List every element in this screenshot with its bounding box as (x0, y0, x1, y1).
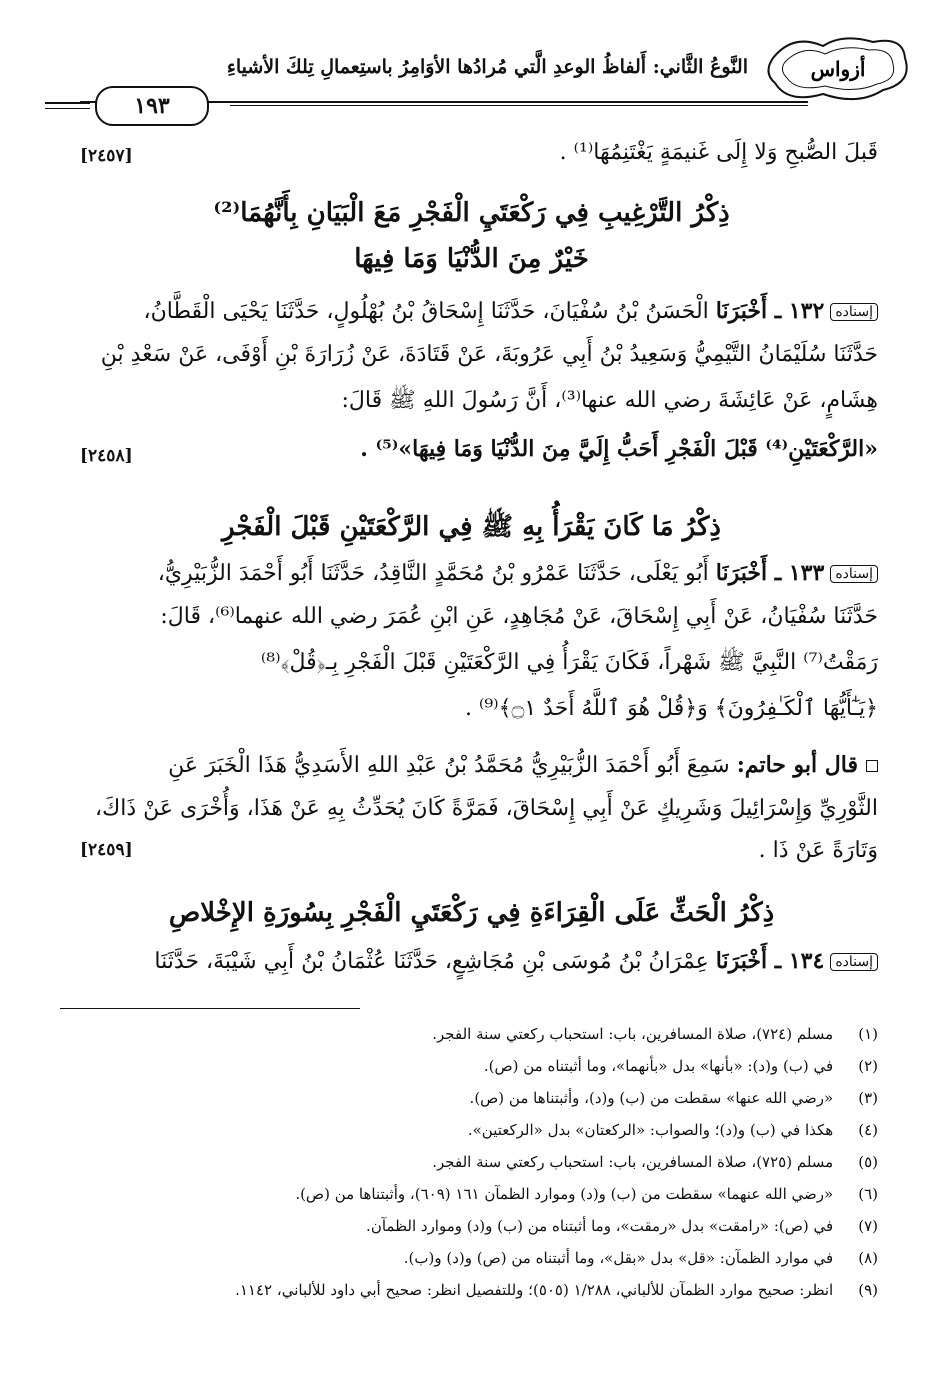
footnote-number: (٦) (858, 1185, 878, 1203)
note-text: سَمِعَ أَبُو أَحْمَدَ الزُّبَيْرِيُّ مُحَمَّدُ بْنُ عَبْدِ اللهِ الأَسَدِيُّ هَذَا الْخَبَرَ عَنِ (168, 753, 730, 778)
page-header (80, 28, 913, 119)
hadith-132-line2: حَدَّثَنَا سُلَيْمَانُ التَّيْمِيُّ وَسَعِيدُ بْنُ أَبِي عَرُوبَةَ، عَنْ قَتَادَةَ، عَنْ زُرَارَةَ بْنِ أَوْفَى، عَنْ سَعْدِ بْنِ (100, 342, 878, 367)
hadith-text: الْحَسَنُ بْنُ سُفْيَانَ، حَدَّثَنَا إِسْحَاقُ بْنُ بُهْلُولٍ، حَدَّثَنَا يَحْيَى الْقَطَّانُ، (143, 299, 709, 324)
hadith-badge: إسناده (830, 565, 878, 583)
hadith-132-line1 (80, 298, 878, 324)
footnote (60, 1217, 878, 1235)
hadith-ref-2459: [٢٤٥٩] (80, 840, 133, 860)
hadith-ref-2457: [٢٤٥٧] (80, 146, 133, 166)
footnote (60, 1121, 878, 1139)
footnote-number: (٣) (858, 1089, 878, 1107)
footnote-text: في (ب) و(د): «بأنها» بدل «بأنهما»، وما أثبتناه من (ص). (483, 1057, 834, 1075)
hadith-133-line3: رَمَقْتُ⁽⁷⁾ النَّبِيَّ ﷺ شَهْراً، فَكَانَ يَقْرَأُ فِي الرَّكْعَتَيْنِ قَبْلَ الْفَجْرِ بِـ﴿قُلْ﴾⁽⁸⁾ (260, 650, 878, 675)
footnote (60, 1089, 878, 1107)
hadith-number: ١٣٣ ـ أَخْبَرَنَا (715, 560, 825, 586)
header-title: النَّوعُ الثَّاني: أَلفاظُ الوعدِ الَّتي مُرادُها الأوَامِرُ باستِعمالِ تِلكَ الأشياءِ (226, 56, 748, 78)
hadith-132-line3: هِشَامٍ، عَنْ عَائِشَةَ رضي الله عنها⁽³⁾، أَنَّ رَسُولَ اللهِ ﷺ قَالَ: (341, 388, 878, 413)
footnote-text: في (ص): «رامقت» بدل «رمقت»، وما أثبتناه من (ب) و(د) وموارد الظمآن. (366, 1217, 834, 1235)
section-heading-3: ذِكْرُ الْحَثِّ عَلَى الْقِرَاءَةِ فِي رَكْعَتَيِ الْفَجْرِ بِسُورَةِ الإِخْلاصِ (168, 898, 775, 928)
hadith-134-line1 (80, 948, 878, 974)
section-heading-1-cont: خَيْرٌ مِنَ الدُّنْيَا وَمَا فِيهَا (354, 244, 589, 274)
ornament-text: أزواس (810, 57, 866, 81)
hadith-text: أَبُو يَعْلَى، حَدَّثَنَا عَمْرُو بْنُ مُحَمَّدٍ النَّاقِدُ، حَدَّثَنَا أَبُو أَحْمَدَ الزُّبَيْرِيُّ، (157, 561, 709, 586)
hadith-number: ١٣٤ ـ أَخْبَرَنَا (715, 948, 825, 974)
hadith-badge: إسناده (830, 953, 878, 971)
footnote (60, 1057, 878, 1075)
footnote (60, 1153, 878, 1171)
header-rule-left-thin (45, 108, 90, 109)
footnote-text: «رضي الله عنهما» سقطت من (ب) و(د) وموارد الظمآن ١٦١ (٦٠٩)، وأثبتناها من (ص). (295, 1185, 834, 1203)
footnote-text: انظر: صحيح موارد الظمآن للألباني، ١/٢٨٨ (٥٠٥)؛ وللتفصيل انظر: صحيح أبي داود للألباني، ١١٤٢. (235, 1281, 834, 1299)
footnote-text: مسلم (٧٢٤)، صلاة المسافرين، باب: استحباب ركعتي سنة الفجر. (432, 1025, 834, 1043)
hadith-133-line4: ﴿يَـٰٓأَيُّهَا ٱلْكَـٰفِرُونَ﴾ وَ﴿قُلْ هُوَ ٱللَّهُ أَحَدٌ ۝١﴾⁽⁹⁾ . (464, 696, 878, 721)
section-heading-2: ذِكْرُ مَا كَانَ يَقْرَأُ بِهِ ﷺ فِي الرَّكْعَتَيْنِ قَبْلَ الْفَجْرِ (222, 512, 721, 542)
footnote-divider (60, 1008, 360, 1009)
note-line3: وَتَارَةً عَنْ ذَا . (758, 838, 878, 863)
footnote-number: (٤) (858, 1121, 878, 1139)
hadith-133-line2: حَدَّثَنَا سُفْيَانُ، عَنْ أَبِي إِسْحَاقَ، عَنْ مُجَاهِدٍ، عَنِ ابْنِ عُمَرَ رضي الله عنهما⁽⁶⁾، قَالَ: (160, 604, 878, 629)
header-rule-thin (230, 105, 808, 106)
note-line1 (80, 752, 878, 778)
hadith-132-quote: «الرَّكْعَتَيْنِ⁽⁴⁾ قَبْلَ الْفَجْرِ أَحَبُّ إِلَيَّ مِنَ الدُّنْيَا وَمَا فِيهَا»⁽⁵⁾ . (360, 436, 878, 462)
footnote-text: «رضي الله عنها» سقطت من (ب) و(د)، وأثبتناها من (ص). (469, 1089, 834, 1107)
footnote-number: (٩) (858, 1281, 878, 1299)
footnote (60, 1249, 878, 1267)
hadith-number: ١٣٢ ـ أَخْبَرَنَا (715, 298, 825, 324)
note-line2: الثَّوْرِيِّ وَإِسْرَائِيلَ وَشَرِيكٍ عَنْ أَبِي إِسْحَاقَ، فَمَرَّةً كَانَ يُحَدِّثُ بِهِ عَنْ هَذَا، وَأُخْرَى عَنْ ذَاكَ، (94, 796, 878, 821)
footnote-text: مسلم (٧٢٥)، صلاة المسافرين، باب: استحباب ركعتي سنة الفجر. (432, 1153, 834, 1171)
continuation-line: قَبلَ الصُّبحِ وَلا إِلَى غَنيمَةٍ يَغْتَنِمُهَا⁽¹⁾ . (559, 140, 878, 165)
footnote-number: (٨) (858, 1249, 878, 1267)
footnote-number: (٢) (858, 1057, 878, 1075)
section-heading-1: ذِكْرُ التَّرْغِيبِ فِي رَكْعَتَيِ الْفَجْرِ مَعَ الْبَيَانِ بِأَنَّهُمَا⁽²⁾ (213, 198, 730, 228)
footnote-number: (٧) (858, 1217, 878, 1235)
footnote (60, 1185, 878, 1203)
footnote-text: هكذا في (ب) و(د)؛ والصواب: «الركعتان» بدل «الركعتين». (467, 1121, 834, 1139)
ornament-icon (763, 28, 913, 108)
header-rule-left (45, 102, 90, 104)
hadith-ref-2458: [٢٤٥٨] (80, 446, 133, 466)
hadith-badge: إسناده (830, 303, 878, 321)
note-square-icon (866, 760, 878, 772)
hadith-133-line1 (80, 560, 878, 586)
hadith-text: عِمْرَانُ بْنُ مُوسَى بْنِ مُجَاشِعٍ، حَدَّثَنَا عُثْمَانُ بْنُ أَبِي شَيْبَةَ، حَدَّثَنَا (154, 949, 709, 974)
footnote (60, 1281, 878, 1299)
note-label: قال أبو حاتم: (736, 752, 858, 778)
footnote-number: (٥) (858, 1153, 878, 1171)
footnote-text: في موارد الظمآن: «قل» بدل «بقل»، وما أثبتناه من (ص) و(د) و(ب). (403, 1249, 834, 1267)
footnote-number: (١) (858, 1025, 878, 1043)
footnote (60, 1025, 878, 1043)
page-number: ١٩٣ (95, 86, 209, 126)
